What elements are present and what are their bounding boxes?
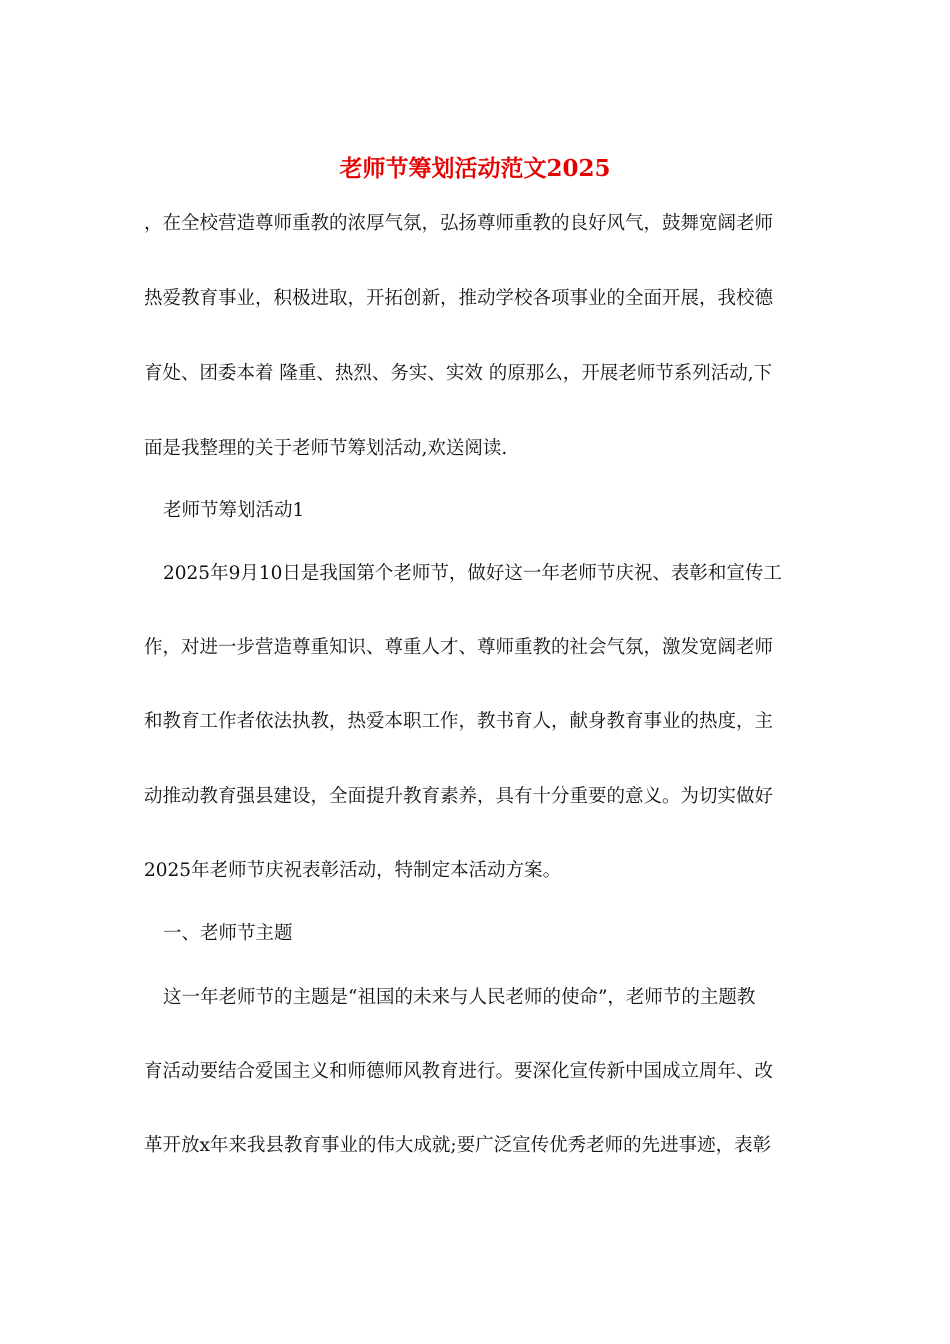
paragraph-line: 革开放x年来我县教育事业的伟大成就;要广泛宣传优秀老师的先进事迹，表彰 [144,1135,772,1156]
paragraph-line: ，在全校营造尊师重教的浓厚气氛，弘扬尊师重教的良好风气，鼓舞宽阔老师 [144,213,774,234]
paragraph-line: 作，对进一步营造尊重知识、尊重人才、尊师重教的社会气氛，激发宽阔老师 [144,637,774,658]
paragraph-line: 和教育工作者依法执教，热爱本职工作，教书育人，献身教育事业的热度，主 [144,711,774,732]
paragraph-line: 热爱教育事业，积极进取，开拓创新，推动学校各项事业的全面开展，我校德 [144,288,774,309]
paragraph-line: 2025年老师节庆祝表彰活动，特制定本活动方案。 [144,860,562,881]
paragraph-line: 这一年老师节的主题是“祖国的未来与人民老师的使命”，老师节的主题教 [163,987,756,1008]
document-title: 老师节筹划活动范文2025 [339,155,611,182]
section-heading: 老师节筹划活动1 [163,500,305,521]
paragraph-line: 2025年9月10日是我国第个老师节，做好这一年老师节庆祝、表彰和宣传工 [163,563,782,584]
paragraph-line: 面是我整理的关于老师节筹划活动,欢送阅读. [144,438,508,459]
section-heading: 一、老师节主题 [163,923,293,944]
paragraph-line: 动推动教育强县建设，全面提升教育素养，具有十分重要的意义。为切实做好 [144,786,774,807]
paragraph-line: 育处、团委本着 隆重、热烈、务实、实效 的原那么，开展老师节系列活动,下 [144,363,773,384]
paragraph-line: 育活动要结合爱国主义和师德师风教育进行。要深化宣传新中国成立周年、改 [144,1061,774,1082]
